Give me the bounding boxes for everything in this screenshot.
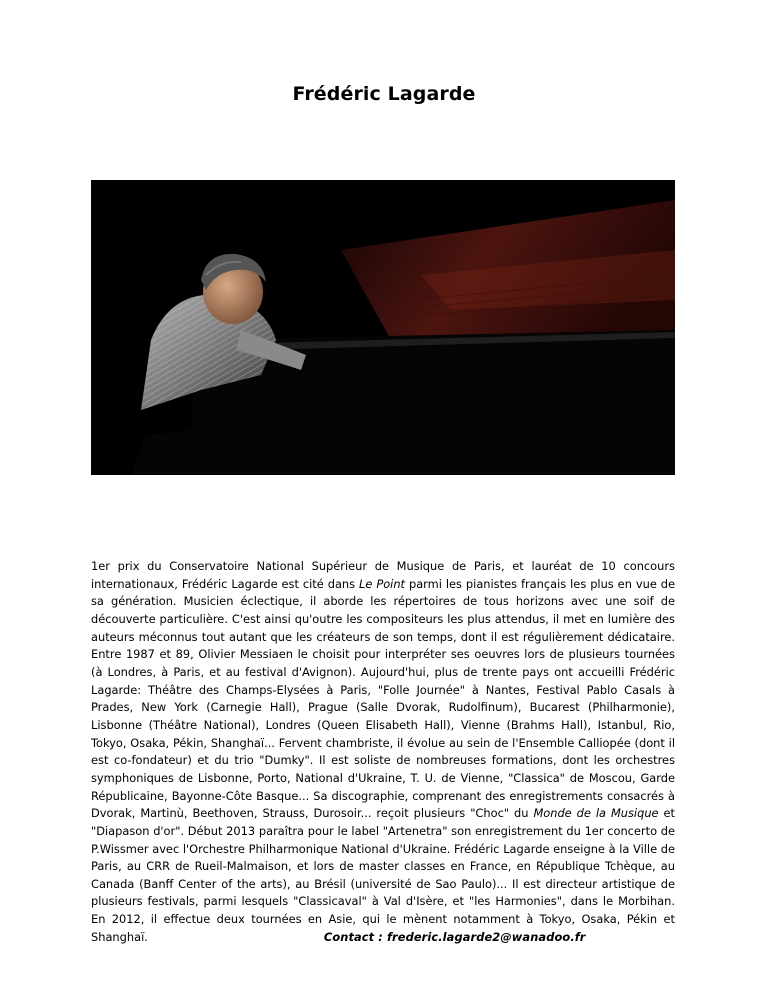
bio-part-3: et "Diapason d'or". Début 2013 paraîtra pour le label "Artenetra" son enregistrement du 1er concerto de P.Wissmer avec l'Orchestre Philharmonique National d'Ukraine. Frédéric Lagarde enseigne à la Ville de Paris, au CRR de Rueil-Malmaison, et lors de master classes en France, en République Tchèque, au Canada (Banff Center of the arts), au Brésil (université de Sao Paulo)... Il est directeur artistique de plusieurs festivals, parmi lesquels "Classicaval" à Val d'Isère, et "les Harmonies", dans le Morbihan. En 2012, il effectue deux tournées en Asie, qui le mènent notamment à Tokyo, Osaka, Pékin et Shanghaï.	[91, 806, 675, 944]
bio-part-1: 1er prix du Conservatoire National Supérieur de Musique de Paris, et lauréat de 10 concours internationaux, Frédéric Lagarde est cité dans	[91, 559, 675, 591]
pianist-photo-art	[91, 180, 675, 475]
biography-text	[91, 558, 675, 946]
pianist-photo	[91, 180, 675, 475]
page-title: Frédéric Lagarde	[292, 83, 476, 105]
le-point-title: Le Point	[359, 576, 406, 591]
contact-line: Contact : frederic.lagarde2@wanadoo.fr	[323, 929, 586, 944]
bio-part-2: parmi les pianistes français les plus en vue de sa génération. Musicien éclectique, il aborde les répertoires de tous horizons avec une soif de découverte particulière. C'est ainsi qu'outre les compositeurs les plus attendus, il met en lumière des auteurs méconnus tout autant que les créateurs de son temps, dont il est régulièrement dédicataire. Entre 1987 et 89, Olivier Messiaen le choisit pour interpréter ses oeuvres lors de plusieurs tournées (à Londres, à Paris, et au festival d'Avignon). Aujourd'hui, plus de trente pays ont accueilli Frédéric Lagarde: Théâtre des Champs-Elysées à Paris, "Folle Journée" à Nantes, Festival Pablo Casals à Prades, New York (Carnegie Hall), Prague (Salle Dvorak, Rudolfinum), Bucarest (Philharmonie), Lisbonne (Théâtre National), Londres (Queen Elisabeth Hall), Vienne (Brahms Hall), Istanbul, Rio, Tokyo, Osaka, Pékin, Shanghaï... Fervent chambriste, il évolue au sein de l'Ensemble Calliopée (dont il est co-fondateur) et du trio "Dumky". Il est soliste de nombreuses formations, dont les orchestres symphoniques de Lisbonne, Porto, National d'Ukraine, T. U. de Vienne, "Classica" de Moscou, Garde Républicaine, Bayonne-Côte Basque... Sa discographie, comprenant des enregistrements consacrés à Dvorak, Martinù, Beethoven, Strauss, Durosoir... reçoit plusieurs "Choc" du	[91, 576, 676, 821]
monde-musique-title: Monde de la Musique	[533, 806, 659, 821]
